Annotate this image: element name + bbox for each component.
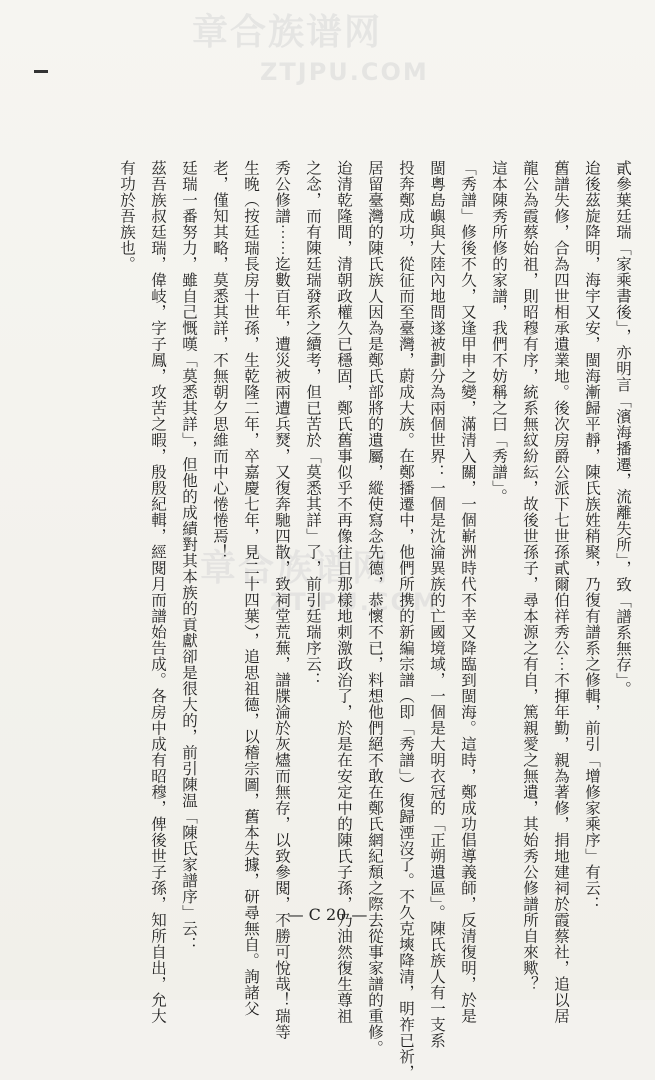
text-column: 生晚（按廷瑞長房十世孫，生乾隆二年，卒嘉慶七年，見二十四葉），追思祖德，以稽宗圖，舊本失據，研尋無自。詢諸父 [242, 160, 260, 1017]
text-column: 「秀譜」修後不久，又逢甲申之變，滿清入關，一個嶄洲時代不幸又降臨到閩海。這時，鄭成功倡導義師，反清復明，於是 [459, 160, 477, 1024]
text-column: 茲吾族叔廷瑞，偉岐，字子鳳，攻苦之暇，殷殷紀輯，經閱月而譜始告成。各房中成有昭穆，俾後世子孫，知所自出，允大 [149, 160, 167, 1024]
text-column: 秀公修譜⋯⋯迄數百年，遭災被兩遭兵燹，又復奔馳四散，致祠堂荒蕪，譜牒淪於灰燼而無存，以致參閱，不勝可悅哉！瑞等 [273, 160, 291, 1040]
text-column: 龍公為霞蔡始祖，則昭穆有序，統系無紋紛紜，故後世孫子，尋本源之有自，篤親愛之無遺，其始秀公修譜所自來歟？ [521, 160, 539, 992]
text-column: 有功於吾族也。 [118, 160, 136, 272]
text-column: 貳參葉廷瑞「家乘書後」，亦明言「濱海播遷，流離失所」，致「譜系無存」。 [614, 160, 632, 697]
text-column: 閩粵島嶼與大陸內地間遂被劃分為兩個世界：一個是沈淪異族的亡國境域，一個是大明衣冠的「正朔遺區」。陳氏族人有一支系 [428, 160, 446, 1049]
watermark-top-en: ZTJPU.COM [260, 58, 429, 86]
margin-mark [34, 70, 48, 73]
watermark-bottom-cn: 章合族谱网 [200, 548, 391, 589]
text-column: 迨後茲旋降明，海宇又安，閩海漸歸平靜，陳氏族姓稍聚，乃復有譜系之修輯，前引「增修家乘序」有云： [583, 160, 601, 912]
text-column: 投奔鄭成功，從征而至臺灣，蔚成大族。在鄭播遷中，他們所携的新編宗譜（即「秀譜」）復歸湮沒了。不久克塽降清，明祚已祈， [397, 160, 415, 1080]
text-column: 老，僅知其略，莫悉其詳，不無朝夕思維而中心惓惓焉！ [211, 160, 229, 560]
text-column: 之念，而有陳廷瑞發系之續考，但已苦於「莫悉其詳」了，前引廷瑞序云： [304, 160, 322, 688]
text-column: 迨清乾隆間，清朝政權久已穩固，鄭氏舊事似乎不再像往日那樣地刺激政治了，於是在安定中的陳氏子孫，乃油然復生尊祖 [335, 160, 353, 1024]
text-column: 廷瑞一番努力，雖自己慨嘆「莫悉其詳」，但他的成績對其本族的貢獻卻是很大的，前引陳温「陳氏家譜序」云： [180, 160, 198, 953]
page-number: — C 20 — [287, 905, 368, 924]
text-column: 居留臺灣的陳氏族人因為是鄭氏部將的遺屬，縱使寫念先德，恭懷不已，料想他們絕不敢在鄭氏網紀頹之際去從事家譜的重修。 [366, 160, 384, 1056]
watermark-bottom-en: ZTJPU.COM [270, 588, 439, 616]
text-column: 舊譜失修，合為四世相承遺業地。後次房爵公派下七世孫貳爾伯祥秀公⋯不揮年勤，親為著修，捐地建祠於霞蔡社，追以居 [552, 160, 570, 1024]
text-column: 這本陳秀所修的家譜，我們不妨稱之曰「秀譜」。 [490, 160, 508, 505]
watermark-top-cn: 章合族谱网 [192, 12, 383, 53]
